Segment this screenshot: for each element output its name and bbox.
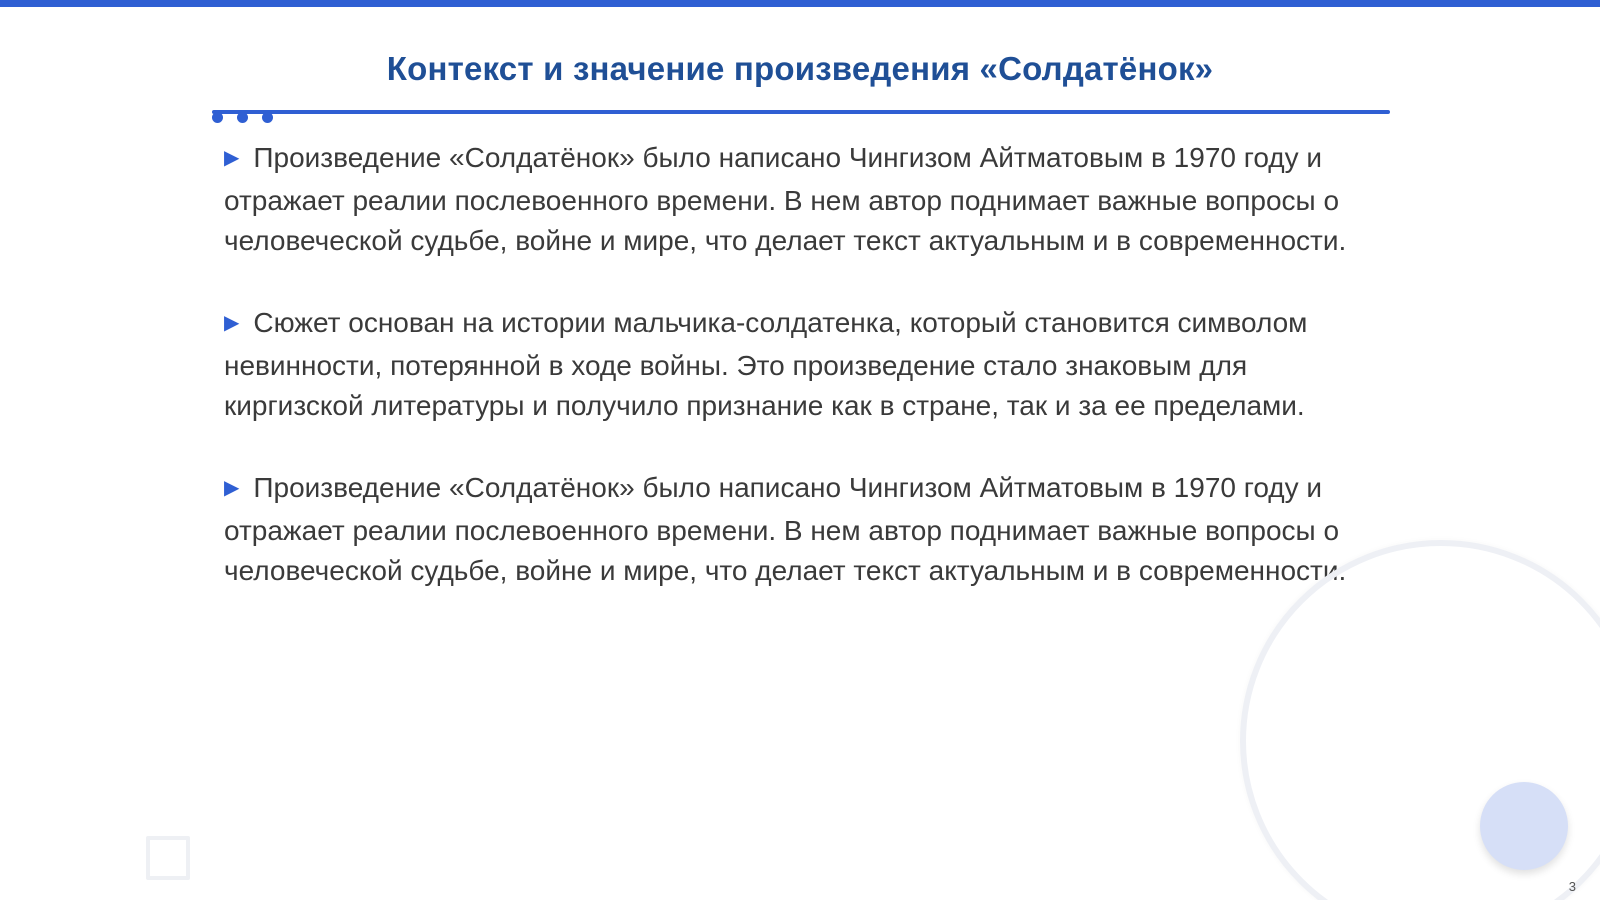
slide-title: Контекст и значение произведения «Солдатёнок»	[386, 50, 1214, 87]
title-underline-dots	[212, 112, 282, 124]
bullet-paragraph	[224, 468, 1374, 591]
paragraph-text: Произведение «Солдатёнок» было написано Чингизом Айтматовым в 1970 году и отражает реалии послевоенного времени. В нем автор поднимает важные вопросы о человеческой судьбе, войне и мире, что делает текст актуальным и в современности.	[224, 142, 1347, 256]
triangle-bullet-icon: ▶	[224, 477, 240, 499]
top-accent-bar	[0, 0, 1600, 7]
bullet-paragraph	[224, 303, 1374, 426]
paragraph-text: Сюжет основан на истории мальчика-солдатенка, который становится символом невинности, потерянной в ходе войны. Это произведение стало знаковым для киргизской литературы и получило признание как в стране, так и за ее пределами.	[224, 307, 1308, 421]
underline-dot	[212, 112, 223, 123]
page-number: 3	[1568, 879, 1576, 894]
decorative-circle	[1480, 782, 1568, 870]
paragraph-text: Произведение «Солдатёнок» было написано Чингизом Айтматовым в 1970 году и отражает реалии послевоенного времени. В нем автор поднимает важные вопросы о человеческой судьбе, войне и мире, что делает текст актуальным и в современности.	[224, 472, 1347, 586]
underline-dot	[262, 112, 273, 123]
slide-body	[224, 138, 1374, 633]
title-underline	[212, 110, 1390, 114]
triangle-bullet-icon: ▶	[224, 147, 240, 169]
underline-dot	[237, 112, 248, 123]
decorative-square	[146, 836, 190, 880]
bullet-paragraph	[224, 138, 1374, 261]
triangle-bullet-icon: ▶	[224, 312, 240, 334]
